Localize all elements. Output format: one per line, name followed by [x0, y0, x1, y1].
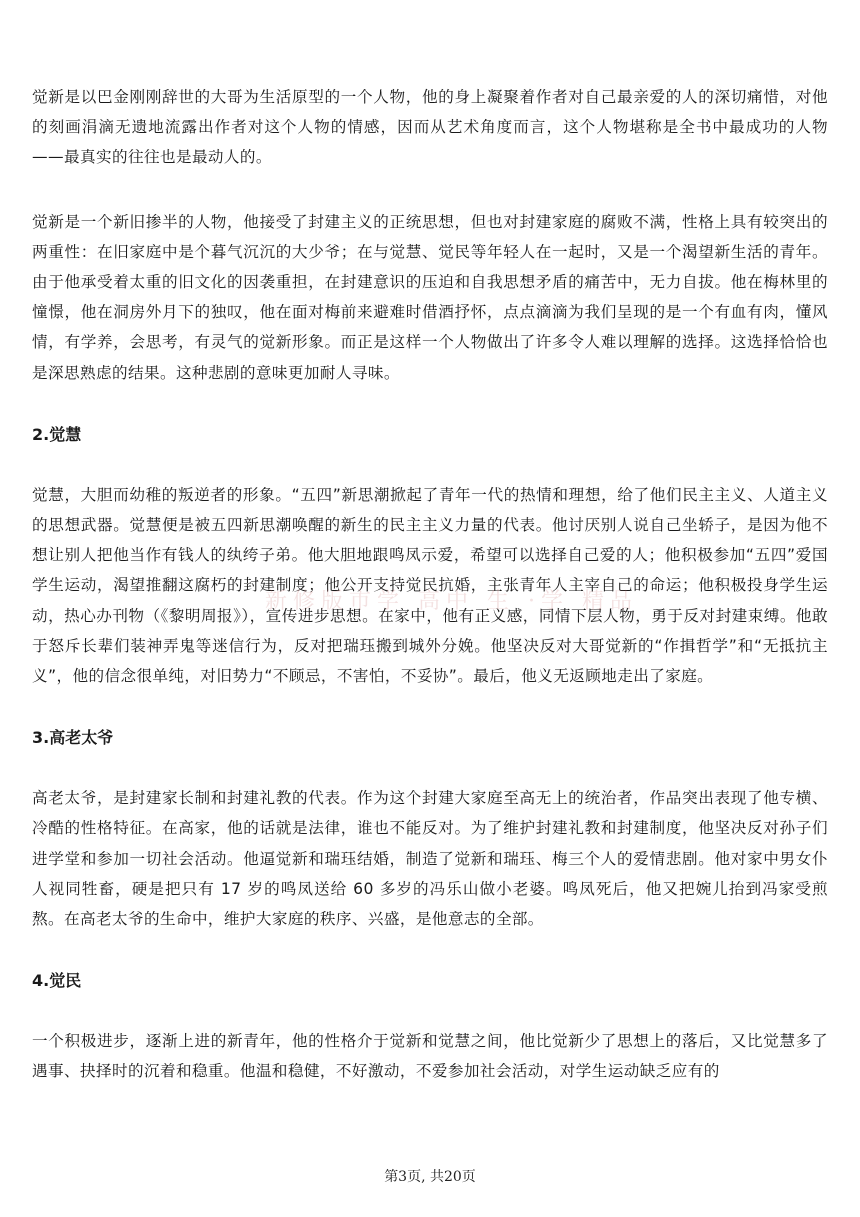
page-number-footer: 第3页, 共20页 [384, 1169, 476, 1185]
paragraph-juehui: 觉慧，大胆而幼稚的叛逆者的形象。“五四”新思潮掀起了青年一代的热情和理想，给了他们民主主义、人道主义的思想武器。觉慧便是被五四新思潮唤醒的新生的民主主义力量的代表。他讨厌别人说自己坐轿子，是因为他不想让别人把他当作有钱人的纨绔子弟。他大胆地跟鸣凤示爱，希望可以选择自己爱的人；他积极参加“五四”爱国学生运动，渴望推翻这腐朽的封建制度；他公开支持觉民抗婚，主张青年人主宰自己的命运；他积极投身学生运动，热心办刊物（《黎明周报》），宣传进步思想。在家中，他有正义感，同情下层人物，勇于反对封建束缚。他敢于怒斥长辈们装神弄鬼等迷信行为，反对把瑞珏搬到城外分娩。他坚决反对大哥觉新的“作揖哲学”和“无抵抗主义”，他的信念很单纯，对旧势力“不顾忌，不害怕，不妥协”。最后，他义无返顾地走出了家庭。 [32, 485, 828, 686]
paragraph-gao-laotaiye: 高老太爷，是封建家长制和封建礼教的代表。作为这个封建大家庭至高无上的统治者，作品突出表现了他专横、冷酷的性格特征。在高家，他的话就是法律，谁也不能反对。为了维护封建礼教和封建制度，他坚决反对孙子们进学堂和参加一切社会活动。他逼觉新和瑞珏结婚，制造了觉新和瑞珏、梅三个人的爱情悲剧。他对家中男女仆人视同牲畜，硬是把只有 17 岁的鸣凤送给 60 多岁的冯乐山做小老婆。鸣凤死后，他又把婉儿抬到冯家受煎熬。在高老太爷的生命中，维护大家庭的秩序、兴盛，是他意志的全部。 [32, 789, 828, 929]
document-body [32, 82, 828, 1087]
paragraph-juemin: 一个积极进步，逐渐上进的新青年，他的性格介于觉新和觉慧之间，他比觉新少了思想上的落后，又比觉慧多了遇事、抉择时的沉着和稳重。他温和稳健，不好激动，不爱参加社会活动，对学生运动缺乏应有的 [32, 1032, 828, 1081]
paragraph-juexin-origin: 觉新是以巴金刚刚辞世的大哥为生活原型的一个人物，他的身上凝聚着作者对自己最亲爱的人的深切痛惜，对他的刻画涓滴无遗地流露出作者对这个人物的情感，因而从艺术角度而言，这个人物堪称是全书中最成功的人物——最真实的往往也是最动人的。 [32, 88, 828, 167]
section-heading-gao-laotaiye: 3.高老太爷 [32, 728, 114, 748]
paragraph-juexin-character: 觉新是一个新旧掺半的人物，他接受了封建主义的正统思想，但也对封建家庭的腐败不满，性格上具有较突出的两重性：在旧家庭中是个暮气沉沉的大少爷；在与觉慧、觉民等年轻人在一起时，又是一个渴望新生活的青年。由于他承受着太重的旧文化的因袭重担，在封建意识的压迫和自我思想矛盾的痛苦中，无力自拔。他在梅林里的憧憬，他在洞房外月下的独叹，他在面对梅前来避难时借酒抒怀，点点滴滴为我们呈现的是一个有血有肉，懂风情，有学养，会思考，有灵气的觉新形象。而正是这样一个人物做出了许多令人难以理解的选择。这选择恰恰也是深思熟虑的结果。这种悲剧的意味更加耐人寻味。 [32, 212, 828, 382]
section-heading-juehui: 2.觉慧 [32, 424, 82, 444]
watermark-text: 新修版市学 高中 生 ·学 精品 [265, 589, 638, 614]
section-heading-juemin: 4.觉民 [32, 971, 82, 991]
